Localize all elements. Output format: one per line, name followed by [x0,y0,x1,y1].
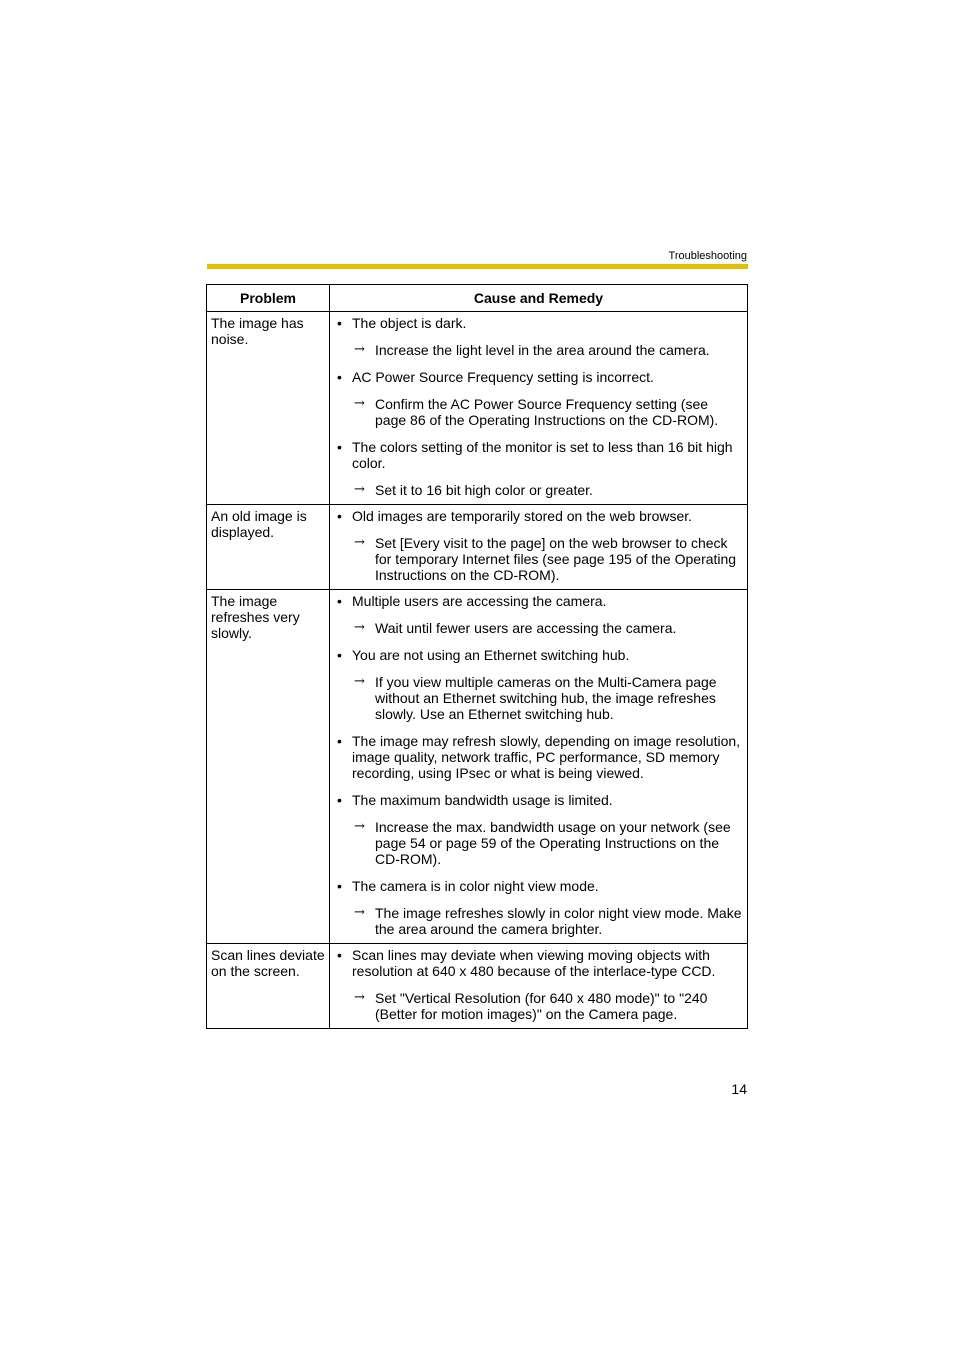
arrow-icon: → [354,396,365,411]
cause-remedy-cell [330,312,748,505]
remedy-line [334,535,743,583]
cause-item [334,508,743,583]
remedy-text: Increase the light level in the area around the camera. [375,342,710,358]
remedy-text: If you view multiple cameras on the Multi-Camera page without an Ethernet switching hub, the image refreshes slowly. Use an Ethernet switching hub. [375,674,717,722]
cause-item [334,647,743,722]
cause-text: • Scan lines may deviate when viewing moving objects with resolution at 640 x 480 because of the interlace-type CCD. [334,947,743,979]
cause-item [334,315,743,358]
cause-remedy-cell [330,505,748,590]
remedy-line [334,620,743,636]
remedy-line [334,819,743,867]
remedy-line [334,905,743,937]
cause-text: • The object is dark. [334,315,743,331]
cause-item [334,947,743,1022]
cause-item [334,733,743,781]
arrow-icon: → [354,342,365,357]
arrow-icon: → [354,674,365,689]
header-rule [207,264,748,269]
remedy-text: Set "Vertical Resolution (for 640 x 480 mode)" to "240 (Better for motion images)" on the Camera page. [375,990,708,1022]
cause-item [334,792,743,867]
remedy-line [334,482,743,498]
page-number: 14 [731,1081,747,1097]
table-row [207,944,748,1029]
remedy-text: Confirm the AC Power Source Frequency setting (see page 86 of the Operating Instructions on the CD-ROM). [375,396,719,428]
arrow-icon: → [354,905,365,920]
remedy-line [334,396,743,428]
cause-item [334,369,743,428]
remedy-text: Set [Every visit to the page] on the web browser to check for temporary Internet files (see page 195 of the Operating Instructions on the CD-ROM). [375,535,737,583]
remedy-line [334,674,743,722]
problem-cell: Scan lines deviate on the screen. [207,944,330,1029]
cause-text: • Old images are temporarily stored on the web browser. [334,508,743,524]
problem-cell: An old image is displayed. [207,505,330,590]
arrow-icon: → [354,620,365,635]
remedy-text: Wait until fewer users are accessing the camera. [375,620,677,636]
arrow-icon: → [354,535,365,550]
cause-text: • The camera is in color night view mode. [334,878,743,894]
remedy-text: Increase the max. bandwidth usage on your network (see page 54 or page 59 of the Operating Instructions on the CD-ROM). [375,819,731,867]
arrow-icon: → [354,482,365,497]
cause-text: • The image may refresh slowly, depending on image resolution, image quality, network traffic, PC performance, SD memory recording, using IPsec or what is being viewed. [334,733,743,781]
cause-text: • The colors setting of the monitor is set to less than 16 bit high color. [334,439,743,471]
table-row [207,312,748,505]
cause-remedy-column-header: Cause and Remedy [330,285,748,312]
arrow-icon: → [354,819,365,834]
table-row [207,590,748,944]
cause-item [334,593,743,636]
problem-cell: The image has noise. [207,312,330,505]
cause-text: • The maximum bandwidth usage is limited. [334,792,743,808]
cause-text: • Multiple users are accessing the camera. [334,593,743,609]
troubleshooting-table [206,284,748,1029]
problem-cell: The image refreshes very slowly. [207,590,330,944]
section-title: Troubleshooting [668,250,747,262]
cause-text: • You are not using an Ethernet switching hub. [334,647,743,663]
remedy-line [334,990,743,1022]
cause-item [334,439,743,498]
problem-column-header: Problem [207,285,330,312]
cause-remedy-cell [330,944,748,1029]
table-row [207,505,748,590]
cause-remedy-cell [330,590,748,944]
remedy-line [334,342,743,358]
cause-item [334,878,743,937]
table-header-row [207,285,748,312]
cause-text: • AC Power Source Frequency setting is incorrect. [334,369,743,385]
arrow-icon: → [354,990,365,1005]
remedy-text: The image refreshes slowly in color night view mode. Make the area around the camera brighter. [375,905,742,937]
remedy-text: Set it to 16 bit high color or greater. [375,482,593,498]
